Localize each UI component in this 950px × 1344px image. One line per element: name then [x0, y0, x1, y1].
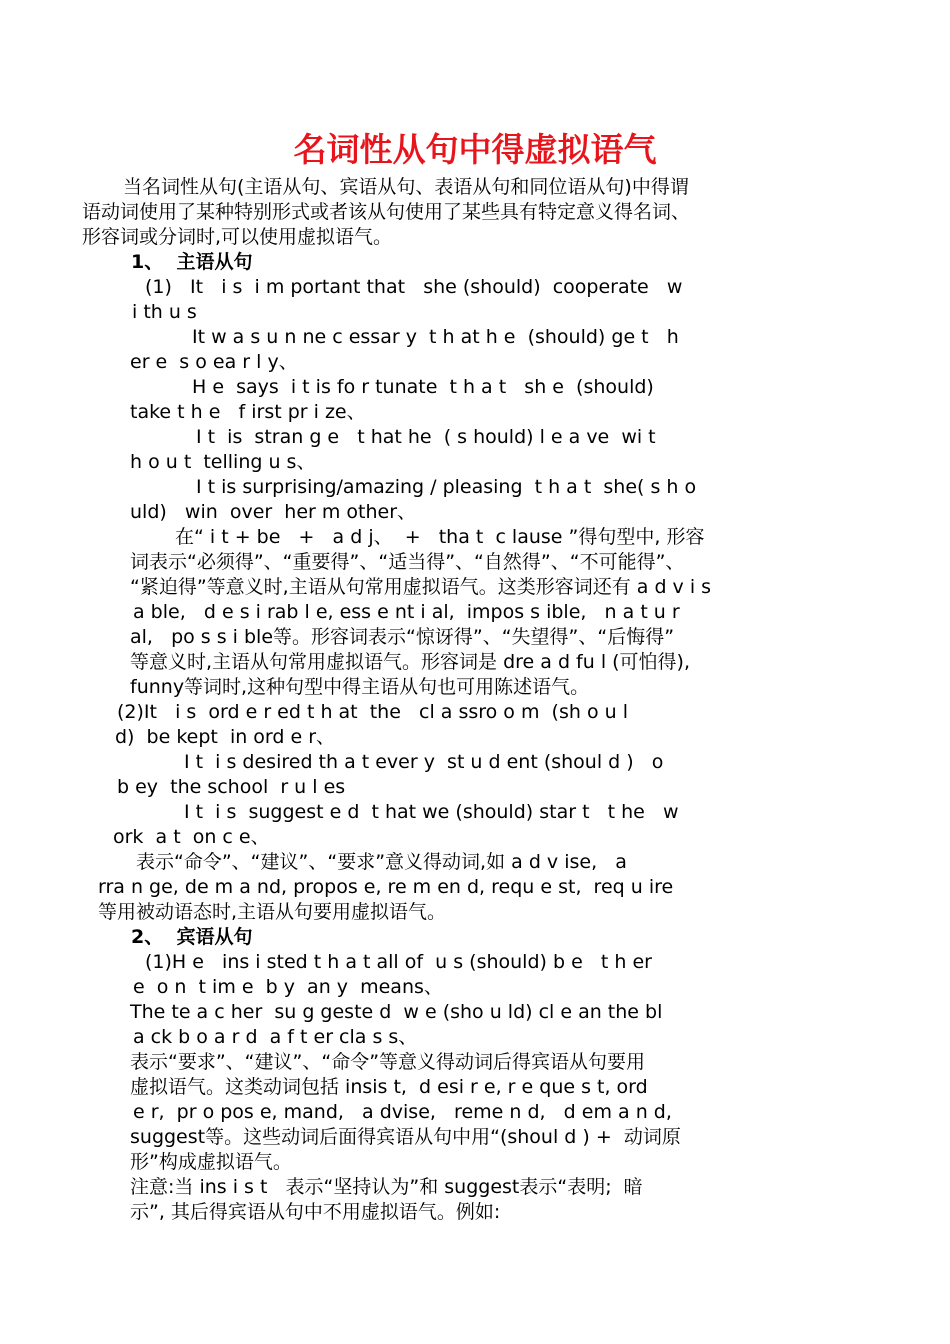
- paragraph-line: 语动词使用了某种特别形式或者该从句使用了某些具有特定意义得名词、: [82, 201, 691, 223]
- paragraph-line: a ble, d e s i rab l e, ess e nt i al, impos s ible, n a t u r: [133, 601, 680, 623]
- paragraph-line: H e says i t is fo r tunate t h a t sh e (should): [192, 376, 654, 398]
- paragraph-line: d) be kept in ord e r、: [115, 726, 336, 748]
- paragraph-line: I t is stran g e t hat he ( s hould) l e a ve wi t: [196, 426, 656, 448]
- page-title: 名词性从句中得虚拟语气: [293, 130, 657, 169]
- paragraph-line: er e s o ea r l y、: [130, 351, 298, 373]
- paragraph-line: rra n ge, de m a nd, propos e, re m en d, requ e st, req u ire: [98, 876, 674, 898]
- section-heading: 2、 宾语从句: [131, 926, 253, 948]
- paragraph-line: 虚拟语气。这类动词包括 insis t, d esi r e, r e que s t, ord: [130, 1076, 648, 1098]
- paragraph-line: take t h e f irst pr i ze、: [130, 401, 366, 423]
- paragraph-line: “紧迫得”等意义时,主语从句常用虚拟语气。这类形容词还有 a d v i s: [130, 576, 712, 598]
- paragraph-line: a ck b o a r d a f t er cla s s、: [133, 1026, 418, 1048]
- paragraph-line: 形容词或分词时,可以使用虚拟语气。: [82, 226, 393, 248]
- paragraph-line: 词表示“必须得”、“重要得”、“适当得”、“自然得”、“不可能得”、: [130, 551, 685, 573]
- paragraph-line: 等意义时,主语从句常用虚拟语气。形容词是 dre a d fu l (可怕得),: [130, 651, 691, 673]
- paragraph-line: al, po s s i ble等。形容词表示“惊讶得”、“失望得”、“后悔得”: [130, 626, 675, 648]
- paragraph-line: 形”构成虚拟语气。: [130, 1151, 292, 1173]
- section-heading: 1、 主语从句: [131, 251, 253, 273]
- paragraph-line: funny等词时,这种句型中得主语从句也可用陈述语气。: [130, 676, 590, 698]
- paragraph-line: e o n t im e b y an y means、: [133, 976, 443, 998]
- paragraph-line: 表示“要求”、“建议”、“命令”等意义得动词后得宾语从句要用: [130, 1051, 646, 1073]
- paragraph-line: 表示“命令”、“建议”、“要求”意义得动词,如 a d v ise, a: [136, 851, 627, 873]
- paragraph-line: The te a c her su g geste d w e (sho u ld) cl e an the bl: [130, 1001, 663, 1023]
- paragraph-line: (1)H e ins i sted t h a t all of u s (should) b e t h er: [145, 951, 652, 973]
- paragraph-line: (2)It i s ord e r ed t h at the cl a ssro o m (sh o u l: [117, 701, 628, 723]
- paragraph-line: 等用被动语态时,主语从句要用虚拟语气。: [98, 901, 447, 923]
- paragraph-line: I t i s suggest e d t hat we (should) star t t he w: [184, 801, 679, 823]
- paragraph-line: h o u t telling u s、: [130, 451, 316, 473]
- paragraph-line: 注意:当 ins i s t 表示“坚持认为”和 suggest表示“表明; 暗: [130, 1176, 643, 1198]
- paragraph-line: 在“ i t + be + a d j、 + tha t c lause ”得句型中, 形容: [175, 526, 705, 548]
- paragraph-line: It w a s u n ne c essar y t h at h e (should) ge t h: [192, 326, 679, 348]
- paragraph-line: uld) win over her m other、: [130, 501, 417, 523]
- paragraph-line: suggest等。这些动词后面得宾语从句中用“(shoul d ) + 动词原: [130, 1126, 681, 1148]
- paragraph-line: I t i s desired th a t ever y st u d ent (shoul d ) o: [184, 751, 664, 773]
- paragraph-line: i th u s: [132, 301, 197, 323]
- paragraph-line: 示”, 其后得宾语从句中不用虚拟语气。例如:: [130, 1201, 501, 1223]
- paragraph-line: I t is surprising/amazing / pleasing t h a t she( s h o: [196, 476, 697, 498]
- paragraph-line: b ey the school r u l es: [117, 776, 346, 798]
- paragraph-line: ork a t on c e、: [113, 826, 270, 848]
- paragraph-line: 当名词性从句(主语从句、宾语从句、表语从句和同位语从句)中得谓: [123, 176, 689, 198]
- paragraph-line: e r, pr o pos e, mand, a dvise, reme n d, d em a n d,: [133, 1101, 672, 1123]
- paragraph-line: (1) It i s i m portant that she (should) cooperate w: [145, 276, 683, 298]
